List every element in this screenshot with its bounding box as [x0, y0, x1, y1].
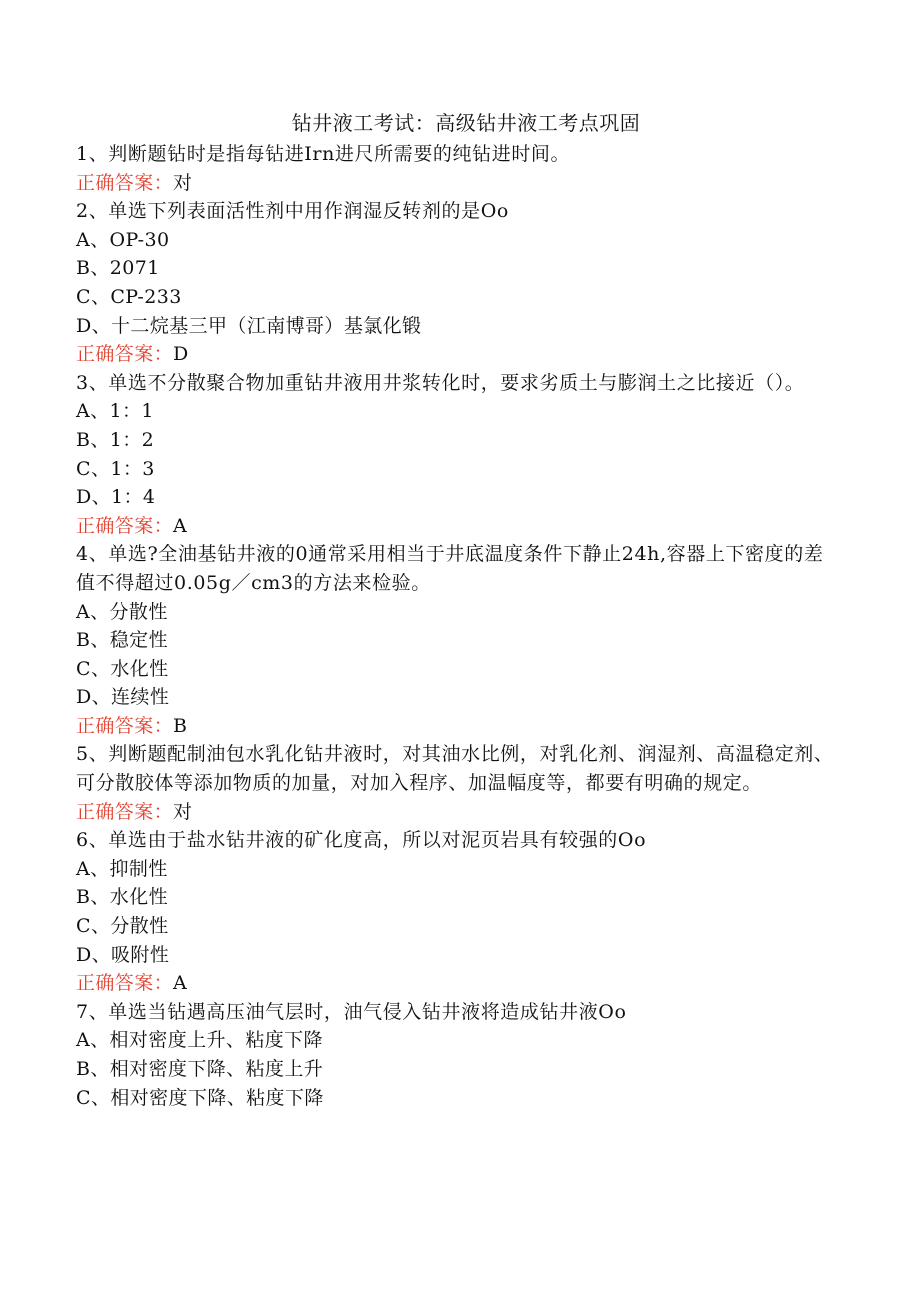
- question-3-option-c: C、1：3: [76, 457, 155, 480]
- question-4-option-c: C、水化性: [76, 657, 169, 680]
- answer-value: A: [173, 514, 188, 537]
- document-page: [76, 106, 836, 1112]
- question-4-option-a: A、分散性: [76, 600, 168, 623]
- answer-value: B: [173, 714, 188, 737]
- question-3-option-b: B、1：2: [76, 428, 155, 451]
- answer-value: 对: [173, 800, 193, 823]
- question-3-text: 3、单选不分散聚合物加重钻井液用井浆转化时，要求劣质土与膨润土之比接近（）。: [76, 371, 805, 394]
- question-4-option-d: D、连续性: [76, 686, 170, 709]
- answer-label: 正确答案：: [76, 514, 174, 537]
- question-4-option-b: B、稳定性: [76, 629, 168, 652]
- answer-value: A: [173, 972, 188, 995]
- question-6-option-d: D、吸附性: [76, 943, 170, 966]
- question-1-answer: [76, 169, 836, 198]
- question-4-text: 4、单选?全油基钻井液的0通常采用相当于井底温度条件下静止24h,容器上下密度的差值不得超过0.05g／cm3的方法来检验。: [76, 543, 824, 594]
- answer-value: 对: [173, 171, 193, 194]
- question-6-option-a: A、抑制性: [76, 857, 168, 880]
- question-2-option-b: B、2071: [76, 257, 160, 280]
- question-6-answer: [76, 969, 836, 998]
- question-6-text: 6、单选由于盐水钻井液的矿化度高，所以对泥页岩具有较强的Oo: [76, 829, 647, 852]
- question-2-answer: [76, 340, 836, 369]
- question-2-option-c: C、CP-233: [76, 285, 182, 308]
- question-3-option-a: A、1：1: [76, 400, 154, 423]
- question-2-option-d: D、十二烷基三甲（江南博哥）基氯化锻: [76, 314, 422, 337]
- question-2-option-a: A、OP-30: [76, 228, 170, 251]
- answer-label: 正确答案：: [76, 714, 174, 737]
- question-6-option-b: B、水化性: [76, 886, 168, 909]
- question-7-option-b: B、相对密度下降、粘度上升: [76, 1058, 324, 1080]
- question-5-text: 5、判断题配制油包水乳化钻井液时，对其油水比例，对乳化剂、润湿剂、高温稳定剂、可分散胶体等添加物质的加量，对加入程序、加温幅度等，都要有明确的规定。: [76, 743, 834, 795]
- question-2-text: 2、单选下列表面活性剂中用作润湿反转剂的是Oo: [76, 200, 509, 223]
- question-6-option-c: C、分散性: [76, 915, 169, 938]
- question-7-option-a: A、相对密度上升、粘度下降: [76, 1029, 323, 1052]
- question-1-text: 1、判断题钻时是指每钻进Irn进尺所需要的纯钻进时间。: [76, 143, 571, 165]
- answer-label: 正确答案：: [76, 171, 174, 194]
- question-3-answer: [76, 512, 836, 541]
- question-7-option-c: C、相对密度下降、粘度下降: [76, 1086, 324, 1109]
- question-4-answer: [76, 712, 836, 741]
- answer-label: 正确答案：: [76, 972, 174, 995]
- document-title: 钻井液工考试：高级钻井液工考点巩固: [291, 111, 641, 135]
- question-3-option-d: D、1：4: [76, 486, 156, 509]
- answer-label: 正确答案：: [76, 800, 174, 823]
- question-7-text: 7、单选当钻遇高压油气层时，油气侵入钻井液将造成钻井液Oo: [76, 1000, 627, 1023]
- answer-label: 正确答案：: [76, 343, 174, 366]
- question-5-answer: [76, 798, 836, 827]
- answer-value: D: [173, 343, 189, 366]
